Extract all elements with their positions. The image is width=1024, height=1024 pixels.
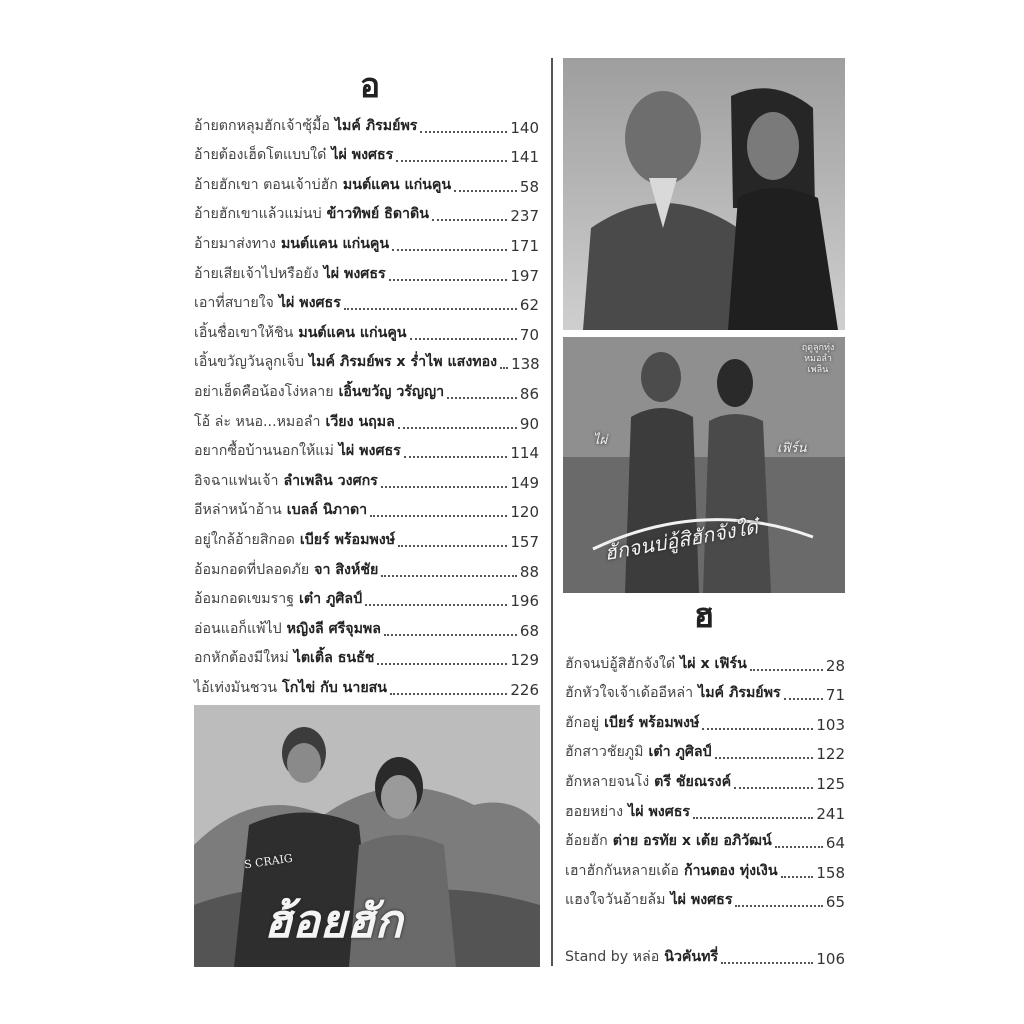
artist-name: ไผ่ พงศธร [628,803,691,820]
artist-name: มนต์แคน แก่นคูน [298,324,407,341]
dot-leader [721,962,813,964]
page-number: 114 [510,444,539,463]
list-item [194,551,539,581]
page-number: 158 [816,863,845,882]
album-logo: ฤดูลูกทุ่ง หมอลำเพลิน [801,343,835,375]
dot-leader [381,575,517,577]
photo-two-singers [563,58,845,330]
song-title: เฮาฮักกันหลายเด้อ [565,862,679,879]
song-title: ไอ้เท่งมันชวน [194,679,278,696]
song-title: เอิ้นชื่อเขาให้ชิน [194,324,294,341]
dot-leader [500,367,508,369]
dot-leader [735,905,822,907]
page-number: 140 [510,118,539,137]
song-title: อ่อนแอก็แพ้ไป [194,620,282,637]
artist-name: ไมค์ ภิรมย์พร [698,685,781,702]
dot-leader [389,279,508,281]
artist-name: เบลล์ นิภาดา [286,502,368,519]
page-number: 197 [510,266,539,285]
song-title: เอิ้นขวัญวันลูกเจ็บ [194,354,304,371]
list-item [194,137,539,167]
song-title: อ้ายต้องเฮ็ดโตแบบใด๋ [194,147,327,164]
list-item [194,640,539,670]
artist-name: ต่าย อรทัย x เต้ย อภิวัฒน์ [612,833,772,850]
album-name-right: เฟิร์น [777,441,807,456]
dot-leader [447,397,517,399]
song-title: อยู่ใกล้อ้ายสิกอด [194,531,295,548]
dot-leader [404,456,508,458]
song-title: ฮักหัวใจเจ้าเด้ออีหล่า [565,685,694,702]
song-title: ฮักจนบ่อู้สิฮักจังใด๋ [565,655,676,672]
artist-name: โกไข่ กับ นายสน [282,679,387,696]
page-number: 157 [510,532,539,551]
page-number: 141 [510,148,539,167]
song-title: อกหักต้องมีใหม่ [194,650,289,667]
dot-leader [384,634,517,636]
dot-leader [370,515,507,517]
dot-leader [381,486,508,488]
artist-name: ไผ่ พงศธร [323,265,386,282]
song-title: Stand by หล่อ [565,948,660,965]
page-number: 90 [519,414,539,433]
page-number: 149 [510,473,539,492]
artist-name: จา สิงห์ชัย [314,561,379,578]
page-number: 171 [510,236,539,255]
dot-leader [410,338,517,340]
list-item [194,492,539,522]
page-number: 68 [519,621,539,640]
song-title: ฮอยหย่าง [565,803,624,820]
page-number: 88 [519,562,539,581]
album-title-script: ฮ้อยฮัก [264,894,403,948]
song-title: เอาที่สบายใจ [194,295,274,312]
artist-name: ไตเติ้ล ธนธัช [293,650,375,667]
list-item [194,669,539,699]
page-number: 237 [510,207,539,226]
artist-name: เบียร์ พร้อมพงษ์ [604,714,700,731]
dot-leader [398,427,517,429]
song-title: ฮักหลายจนโง่ [565,773,650,790]
artist-name: ก้านตอง ทุ่งเงิน [683,862,778,879]
page-number: 196 [510,592,539,611]
dot-leader [781,876,814,878]
toc-extra-entry [565,938,845,968]
photo-album-hoi-hak [194,705,540,967]
page-number: 138 [511,355,540,374]
song-title: ฮักอยู่ [565,714,600,731]
list-item [565,793,845,823]
song-title: อ้ายฮักเขาแล้วแม่นบ่ [194,206,322,223]
page-number: 64 [825,834,845,853]
dot-leader [398,545,507,547]
artist-name: ตรี ชัยณรงค์ [654,773,732,790]
list-item [194,462,539,492]
page-number: 65 [825,893,845,912]
artist-name: ไผ่ พงศธร [278,295,341,312]
list-item [194,521,539,551]
list-item [194,581,539,611]
list-item [194,107,539,137]
song-title: อ้ายฮักเขา ตอนเจ้าบ่ฮัก [194,176,338,193]
artist-name: ไผ่ x เฟิร์น [680,655,747,672]
list-item [194,255,539,285]
page-number: 70 [519,325,539,344]
section-heading-o: อ [359,66,381,106]
song-title: อีหล่าหน้าอ้าน [194,502,282,519]
song-title: อย่าเฮ็ดคือน้องโง่หลาย [194,383,334,400]
song-title: ฮ้อยฮัก [565,833,608,850]
dot-leader [784,698,823,700]
list-item [194,314,539,344]
dot-leader [432,219,507,221]
list-item [194,285,539,315]
dot-leader [715,757,814,759]
artist-name: ไมค์ ภิรมย์พร [334,117,418,134]
song-title: อิจฉาแฟนเจ้า [194,472,279,489]
artist-name: มนต์แคน แก่นคูน [342,176,452,193]
dot-leader [392,249,507,251]
page-number: 106 [816,949,845,968]
song-title: แฮงใจวันอ้ายล้ม [565,892,666,909]
page-number: 103 [816,715,845,734]
dot-leader [420,131,507,133]
dot-leader [396,160,507,162]
list-item [194,225,539,255]
artist-name: เต๋า ภูศิลป์ [299,591,363,608]
artist-name: ไมค์ ภิรมย์พร x ร่ำไพ แสงทอง [308,354,498,371]
toc-right-list [565,645,845,911]
song-title: อยากซื้อบ้านนอกให้แม่ [194,443,334,460]
list-item [565,645,845,675]
dot-leader [693,817,813,819]
artist-name: ข้าวทิพย์ ธิดาดิน [326,206,429,223]
page-number: 120 [510,503,539,522]
dot-leader [454,190,517,192]
list-item [565,852,845,882]
list-item [565,882,845,912]
list-item [194,373,539,403]
page-number: 62 [519,296,539,315]
page-number: 28 [825,656,845,675]
list-item [565,704,845,734]
list-item [565,734,845,764]
artist-name: เอิ้นขวัญ วรัญญา [338,383,445,400]
song-title: อ้ายมาส่งทาง [194,235,276,252]
album-title-script: ฮักจนบ่อู้สิฮักจังใด๋ [602,514,760,566]
dot-leader [344,308,517,310]
dot-leader [377,663,507,665]
song-title: โอ้ ล่ะ หนอ...หมอลำ [194,413,321,430]
artist-name: ไผ่ พงศธร [670,892,733,909]
photo-album-hak-jon [563,337,845,593]
artist-name: มนต์แคน แก่นคูน [280,235,390,252]
list-item [194,403,539,433]
dot-leader [702,728,813,730]
list-item [565,763,845,793]
toc-left-list [194,107,539,699]
list-item [194,610,539,640]
artist-name: ลำเพลิน วงศกร [283,472,378,489]
page-number: 86 [519,384,539,403]
list-item [194,196,539,226]
page-number: 58 [519,177,539,196]
list-item [565,823,845,853]
dot-leader [734,787,813,789]
page-number: 129 [510,651,539,670]
artist-name: เบียร์ พร้อมพงษ์ [299,531,396,548]
dot-leader [390,693,507,695]
page-number: 226 [510,680,539,699]
shirt-text: S CRAIG [243,851,294,872]
artist-name: ไผ่ พงศธร [338,443,401,460]
artist-name: ไผ่ พงศธร [331,147,394,164]
dot-leader [775,846,823,848]
page-number: 125 [816,774,845,793]
page-number: 122 [816,745,845,764]
artist-name: หญิงลี ศรีจุมพล [286,620,381,637]
song-title: อ้ายเสียเจ้าไปหรือยัง [194,265,319,282]
section-heading-ho: ฮ [693,596,715,636]
artist-name: เวียง นฤมล [325,413,395,430]
list-item [565,675,845,705]
dot-leader [365,604,507,606]
song-title: อ้ายตกหลุมฮักเจ้าซุ้มื้อ [194,117,330,134]
page-number: 241 [816,804,845,823]
album-name-left: ไผ่ [593,433,608,448]
list-item [194,433,539,463]
artist-name: นิวคันทรี่ [664,948,719,965]
dot-leader [750,669,823,671]
artist-name: เต๋า ภูศิลป์ [648,744,712,761]
column-divider [551,58,553,966]
list-item [194,344,539,374]
song-title: อ้อมกอดที่ปลอดภัย [194,561,310,578]
song-title: อ้อมกอดเขมราฐ [194,591,295,608]
page-number: 71 [825,686,845,705]
list-item [565,938,845,968]
song-title: ฮักสาวชัยภูมิ [565,744,644,761]
list-item [194,166,539,196]
